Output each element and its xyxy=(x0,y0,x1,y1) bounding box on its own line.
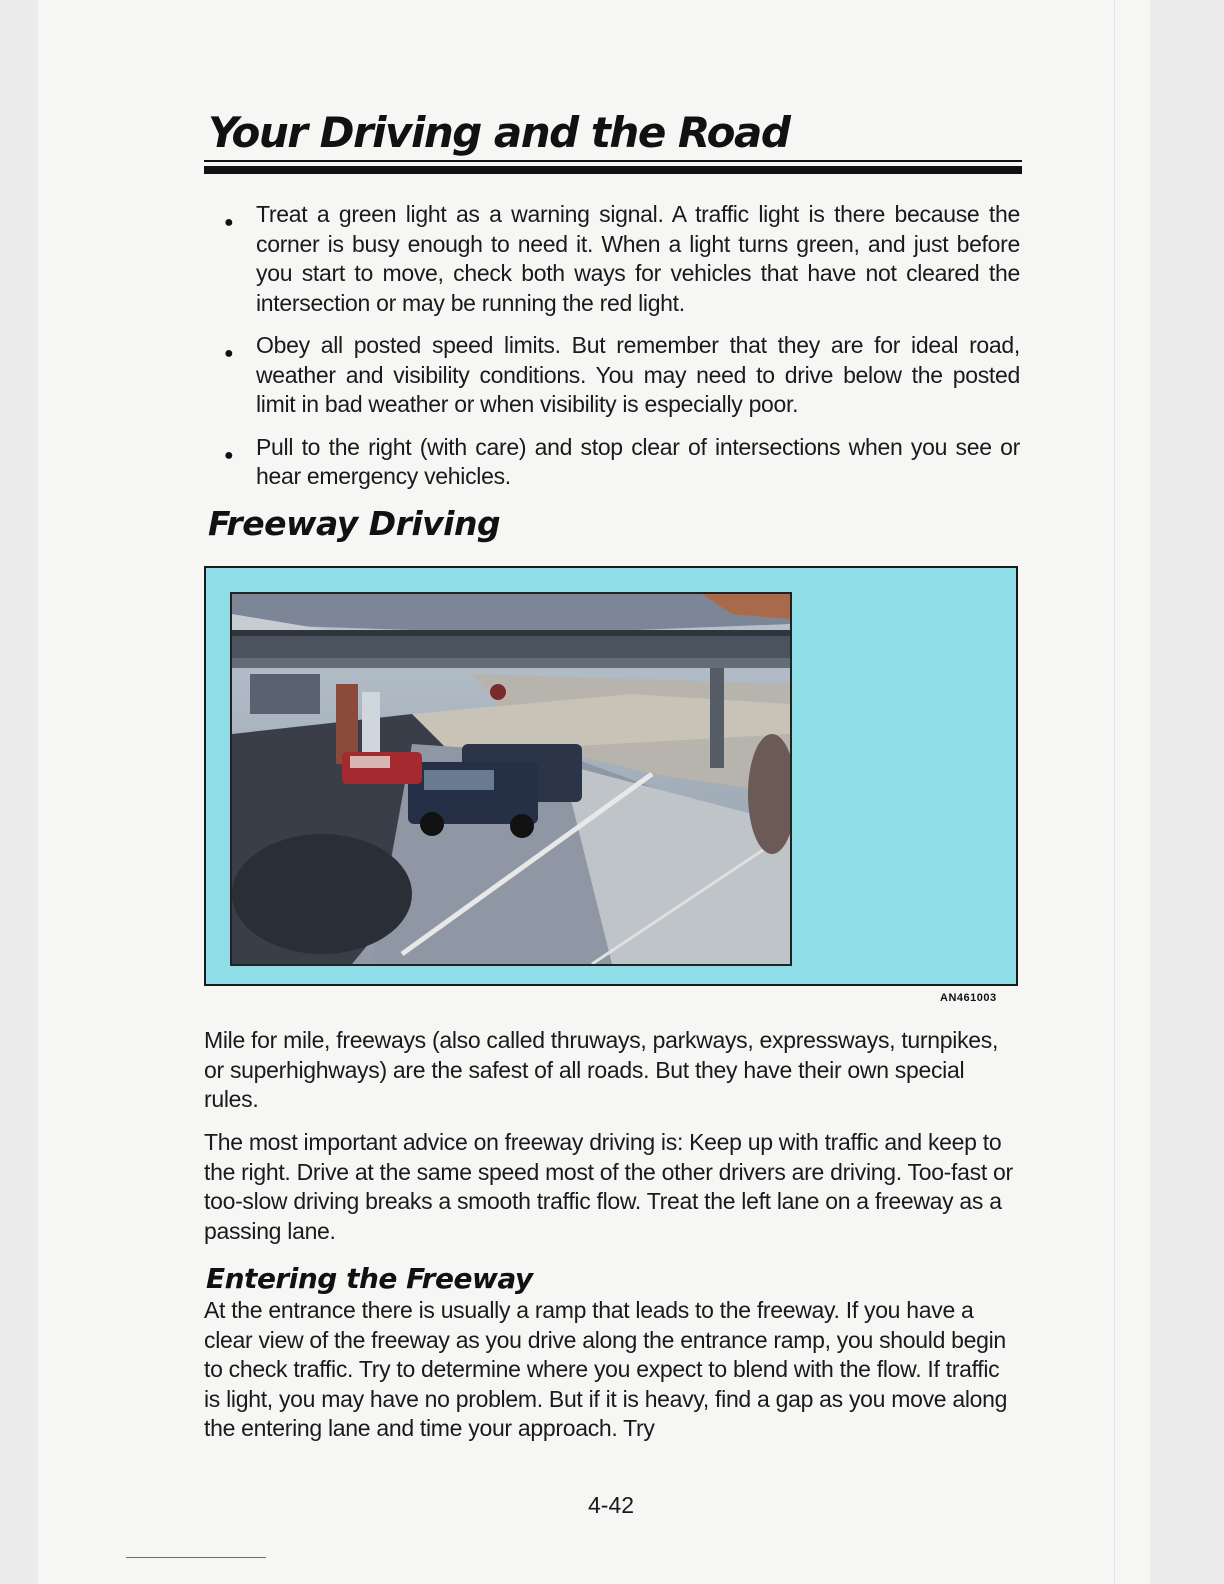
figure-code: AN461003 xyxy=(940,992,997,1004)
entering-freeway-heading: Entering the Freeway xyxy=(206,1262,533,1295)
driving-tips-list xyxy=(222,200,1020,505)
bullet-icon: ● xyxy=(224,446,234,464)
page-title: Your Driving and the Road xyxy=(208,108,790,157)
freeway-driving-heading: Freeway Driving xyxy=(208,504,501,543)
list-item: ● Pull to the right (with care) and stop clear of intersections when you see or hear emergency vehicles. xyxy=(224,433,1020,489)
freeway-paragraph-2: The most important advice on freeway driving is: Keep up with traffic and keep to the right. Drive at the same speed most of the other drivers are driving. Too-fast or too-slow driving breaks a smooth traffic flow. Treat the left lane on a freeway as a passing lane. xyxy=(204,1129,1013,1244)
list-item: ● Obey all posted speed limits. But remember that they are for ideal road, weather and visibility conditions. You may need to drive below the posted limit in bad weather or when visibility is especially poor. xyxy=(224,332,1020,417)
list-item: ● Treat a green light as a warning signal. A traffic light is there because the corner is busy enough to need it. When a light turns green, and just before you start to move, check both ways for vehicles that have not cleared the intersection or may be running the red light. xyxy=(224,201,1020,316)
page-edge-line xyxy=(1114,0,1115,1584)
bullet-icon: ● xyxy=(224,345,234,362)
freeway-scene-image xyxy=(232,594,790,964)
title-underline-thick xyxy=(204,166,1022,174)
page-number: 4-42 xyxy=(588,1492,635,1518)
freeway-paragraph-1: Mile for mile, freeways (also called thruways, parkways, expressways, turnpikes, or superhighways) are the safest of all roads. But they have their own special rules. xyxy=(204,1027,999,1112)
freeway-illustration xyxy=(230,592,792,966)
entering-freeway-paragraph: At the entrance there is usually a ramp that leads to the freeway. If you have a clear view of the freeway as you drive along the entrance ramp, you should begin to check traffic. Try to determine where you expect to blend with the flow. If traffic is light, you may have no problem. But if it is heavy, find a gap as you move along the entering lane and time your approach. Try xyxy=(204,1297,1008,1441)
bullet-icon: ● xyxy=(224,214,234,231)
title-underline-thin xyxy=(204,160,1022,162)
footer-link-line xyxy=(126,1557,266,1558)
freeway-figure xyxy=(204,566,1018,986)
